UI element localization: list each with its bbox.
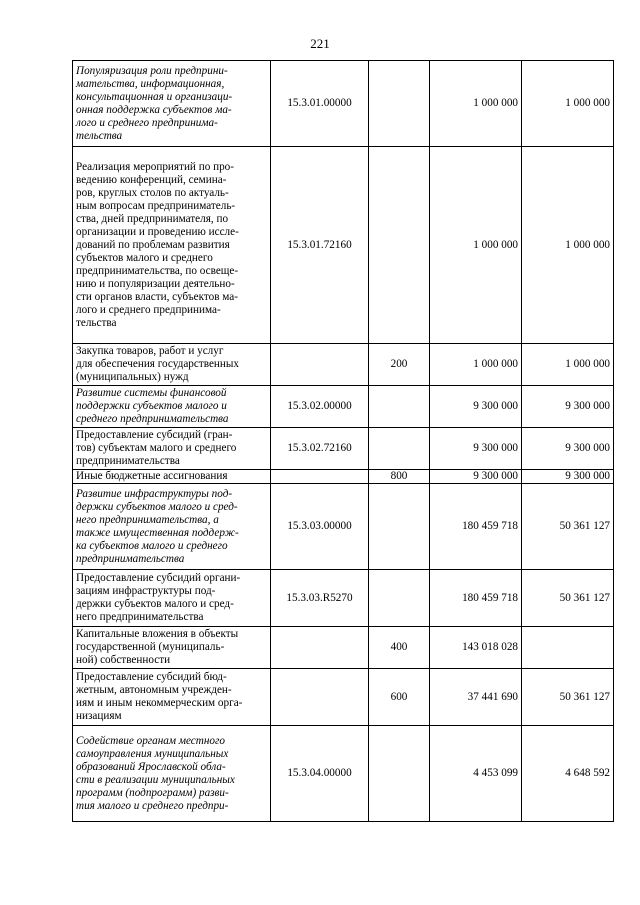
expense-type-cell: 400: [369, 627, 430, 669]
row-name-line: Популяризация роли предприни-: [76, 64, 228, 77]
row-name-line: ства, дней предпринимателя, по: [76, 212, 229, 225]
row-name-line: ров, круглых столов по актуаль-: [76, 186, 229, 199]
row-name-line: тов) субъектам малого и среднего: [76, 442, 237, 454]
page-number: 221: [310, 36, 330, 51]
row-name-line: дований по проблемам развития: [76, 238, 230, 251]
row-name-line: Содействие органам местного: [76, 734, 225, 747]
code-cell: 15.3.01.72160: [271, 147, 369, 344]
row-name-line: нию и популяризации деятельно-: [76, 277, 235, 290]
row-name-cell: [73, 470, 271, 484]
sum-year1-cell: 1 000 000: [430, 344, 522, 386]
code-cell: 15.3.03.00000: [271, 484, 369, 570]
budget-table: [72, 60, 614, 822]
sum-year2-cell: 50 361 127: [522, 669, 614, 726]
row-name-line: лого и среднего предпринима-: [76, 116, 218, 129]
row-name-line: Развитие системы финансовой: [76, 387, 227, 399]
row-name-line: Предоставление субсидий (гран-: [76, 429, 233, 441]
row-name-line: тия малого и среднего предпри-: [76, 799, 229, 812]
row-name-cell: [73, 627, 271, 669]
sum-year1-cell: 4 453 099: [430, 726, 522, 822]
row-name-cell: [73, 61, 271, 147]
row-name-line: консультационная и организаци-: [76, 90, 233, 103]
expense-type-cell: [369, 428, 430, 470]
sum-year2-cell: 50 361 127: [522, 570, 614, 627]
code-cell: [271, 627, 369, 669]
row-name-cell: [73, 147, 271, 344]
sum-year2-cell: [522, 627, 614, 669]
table-row: [73, 726, 614, 822]
table-row: [73, 428, 614, 470]
row-name-line: ным вопросам предприниматель-: [76, 199, 236, 212]
sum-year2-cell: 1 000 000: [522, 61, 614, 147]
row-name-line: Предоставление субсидий бюд-: [76, 671, 227, 683]
expense-type-cell: [369, 147, 430, 344]
row-name-line: него предпринимательства: [76, 611, 204, 623]
table-row: [73, 61, 614, 147]
row-name-line: сти в реализации муниципальных: [76, 773, 235, 786]
code-cell: [271, 669, 369, 726]
table-row: [73, 386, 614, 428]
sum-year2-cell: 9 300 000: [522, 428, 614, 470]
row-name-line: государственной (муниципаль-: [76, 641, 225, 653]
row-name-line: низациям: [76, 710, 122, 722]
row-name-line: тельства: [76, 129, 123, 142]
row-name-line: ной) собственности: [76, 654, 171, 666]
table-row: [73, 570, 614, 627]
row-name-line: Иные бюджетные ассигнования: [76, 470, 228, 482]
row-name-line: зациям инфраструктуры под-: [76, 585, 216, 597]
row-name-line: сти органов власти, субъектов ма-: [76, 290, 238, 303]
sum-year2-cell: 4 648 592: [522, 726, 614, 822]
expense-type-cell: 200: [369, 344, 430, 386]
row-name-line: (муниципальных) нужд: [76, 371, 189, 383]
row-name-line: для обеспечения государственных: [76, 358, 240, 370]
sum-year2-cell: 50 361 127: [522, 484, 614, 570]
row-name-cell: [73, 428, 271, 470]
sum-year1-cell: 9 300 000: [430, 386, 522, 428]
table-row: [73, 627, 614, 669]
sum-year1-cell: 9 300 000: [430, 470, 522, 484]
row-name-line: предпринимательства: [76, 455, 180, 467]
sum-year1-cell: 9 300 000: [430, 428, 522, 470]
row-name-line: лого и среднего предпринима-: [76, 303, 221, 316]
sum-year1-cell: 180 459 718: [430, 570, 522, 627]
expense-type-cell: [369, 484, 430, 570]
row-name-line: иям и иным некоммерческим орга-: [76, 697, 243, 709]
row-name-line: него предпринимательства, а: [76, 513, 219, 526]
code-cell: 15.3.01.00000: [271, 61, 369, 147]
row-name-line: жетным, автономным учрежден-: [76, 684, 232, 696]
row-name-line: держки субъектов малого и сред-: [76, 500, 238, 513]
row-name-line: среднего предпринимательства: [76, 413, 229, 425]
row-name-line: также имущественная поддерж-: [76, 526, 239, 539]
sum-year1-cell: 180 459 718: [430, 484, 522, 570]
table-row: [73, 484, 614, 570]
row-name-cell: [73, 484, 271, 570]
row-name-cell: [73, 344, 271, 386]
row-name-line: мательства, информационная,: [76, 77, 225, 90]
row-name-cell: [73, 570, 271, 627]
sum-year1-cell: 143 018 028: [430, 627, 522, 669]
sum-year2-cell: 1 000 000: [522, 344, 614, 386]
row-name-line: Развитие инфраструктуры под-: [76, 487, 233, 500]
table-row: [73, 147, 614, 344]
row-name-line: Капитальные вложения в объекты: [76, 628, 239, 640]
expense-type-cell: [369, 61, 430, 147]
sum-year2-cell: 9 300 000: [522, 386, 614, 428]
row-name-line: Реализация мероприятий по про-: [76, 160, 234, 173]
expense-type-cell: 800: [369, 470, 430, 484]
code-cell: [271, 470, 369, 484]
row-name-line: онная поддержка субъектов ма-: [76, 103, 232, 116]
row-name-line: самоуправления муниципальных: [76, 747, 229, 760]
row-name-cell: [73, 726, 271, 822]
row-name-line: предпринимательства, по освеще-: [76, 264, 239, 277]
expense-type-cell: 600: [369, 669, 430, 726]
row-name-line: держки субъектов малого и сред-: [76, 598, 234, 610]
expense-type-cell: [369, 570, 430, 627]
code-cell: 15.3.04.00000: [271, 726, 369, 822]
table-row: [73, 669, 614, 726]
expense-type-cell: [369, 386, 430, 428]
row-name-line: ка субъектов малого и среднего: [76, 539, 228, 552]
row-name-line: ведению конференций, семина-: [76, 173, 227, 186]
sum-year2-cell: 9 300 000: [522, 470, 614, 484]
row-name-line: субъектов малого и среднего: [76, 251, 213, 264]
row-name-line: Закупка товаров, работ и услуг: [76, 345, 224, 357]
sum-year2-cell: 1 000 000: [522, 147, 614, 344]
row-name-line: предпринимательства: [76, 552, 185, 565]
code-cell: [271, 344, 369, 386]
row-name-line: Предоставление субсидий органи-: [76, 572, 241, 584]
row-name-cell: [73, 669, 271, 726]
table-row: [73, 470, 614, 484]
sum-year1-cell: 1 000 000: [430, 147, 522, 344]
sum-year1-cell: 1 000 000: [430, 61, 522, 147]
expense-type-cell: [369, 726, 430, 822]
row-name-line: поддержки субъектов малого и: [76, 400, 227, 412]
row-name-line: программ (подпрограмм) разви-: [76, 786, 229, 799]
code-cell: 15.3.02.00000: [271, 386, 369, 428]
code-cell: 15.3.02.72160: [271, 428, 369, 470]
row-name-line: организации и проведению иссле-: [76, 225, 239, 238]
row-name-line: тельства: [76, 316, 117, 329]
row-name-cell: [73, 386, 271, 428]
table-row: [73, 344, 614, 386]
row-name-line: образований Ярославской обла-: [76, 760, 226, 773]
code-cell: 15.3.03.R5270: [271, 570, 369, 627]
sum-year1-cell: 37 441 690: [430, 669, 522, 726]
